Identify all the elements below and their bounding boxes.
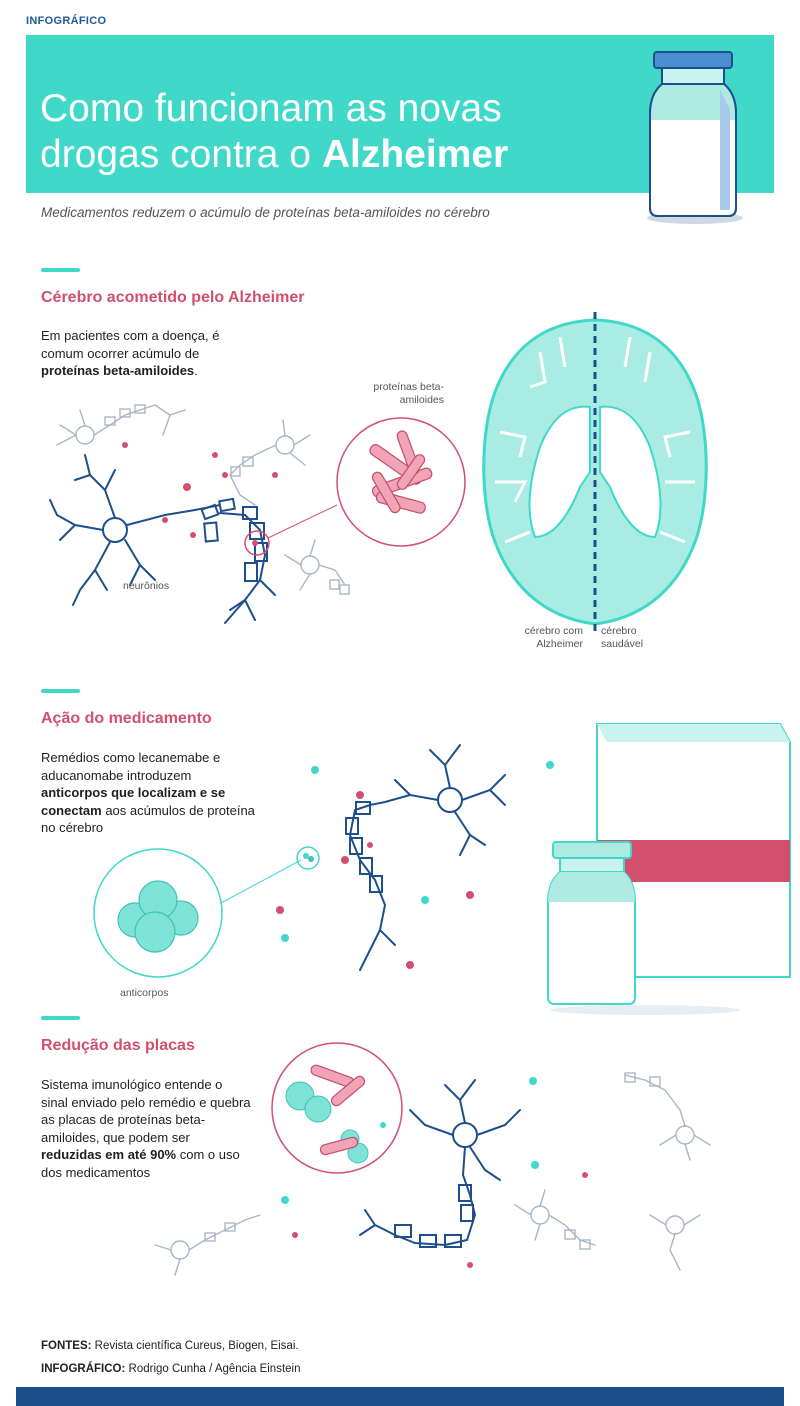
section-text-medication (41, 749, 256, 837)
bottom-bar (16, 1387, 784, 1406)
section-divider (41, 1016, 80, 1020)
section-divider (41, 689, 80, 693)
label-brain-healthy: cérebro saudável (601, 625, 644, 650)
text-part: aos acúmulos de proteína no cérebro (41, 802, 255, 835)
text-part: com o uso dos medicamentos (41, 1147, 240, 1180)
label-proteins: proteínas beta-amiloides (373, 381, 444, 406)
text-part: Em pacientes com a doença, é comum ocorrer acúmulo de (41, 328, 220, 361)
proteins-zoom-illustration (336, 417, 466, 547)
text-bold: proteínas beta-amiloides (41, 363, 195, 378)
sources-text: Revista científica Cureus, Biogen, Eisai. (91, 1340, 299, 1352)
section-text-brain (41, 327, 256, 380)
section-heading-brain: Cérebro acometido pelo Alzheimer (41, 289, 305, 306)
neuron-medication-illustration (260, 740, 560, 990)
section-heading-reduction: Redução das placas (41, 1037, 195, 1054)
credit-line (41, 1363, 301, 1375)
medicine-box-illustration (545, 722, 795, 1017)
text-part: Remédios como lecanemabe e aducanomabe introduzem (41, 750, 221, 783)
kicker-label: INFOGRÁFICO (26, 15, 107, 27)
sources-label: FONTES: (41, 1340, 92, 1352)
credit-text: Rodrigo Cunha / Agência Einstein (125, 1363, 301, 1375)
neurons-healthy-illustration (145, 1065, 715, 1290)
vial-illustration (640, 50, 750, 225)
text-bold: reduzidas em até 90% (41, 1147, 177, 1162)
text-part: . (194, 363, 198, 378)
page-subtitle: Medicamentos reduzem o acúmulo de proteínas beta-amiloides no cérebro (41, 205, 490, 220)
neurons-illustration (45, 395, 385, 635)
text-part: Sistema imunológico entende o sinal enviado pelo remédio e quebra as placas de proteínas beta-amiloides, que podem ser (41, 1077, 251, 1145)
text-bold: anticorpos que localizam e se conectam (41, 785, 226, 818)
label-brain-alzheimer: cérebro com Alzheimer (524, 625, 583, 650)
label-antibodies: anticorpos (120, 987, 169, 999)
title-line-1: Como funcionam as novas (40, 87, 502, 130)
title-highlight: Alzheimer (321, 133, 509, 176)
section-heading-medication: Ação do medicamento (41, 710, 212, 727)
title-line-2: drogas contra o (40, 133, 322, 176)
sources-line (41, 1340, 299, 1352)
brain-illustration (470, 312, 720, 632)
page-title (40, 86, 508, 178)
section-divider (41, 268, 80, 272)
label-neurons: neurônios (123, 580, 170, 592)
credit-label: INFOGRÁFICO: (41, 1363, 126, 1375)
